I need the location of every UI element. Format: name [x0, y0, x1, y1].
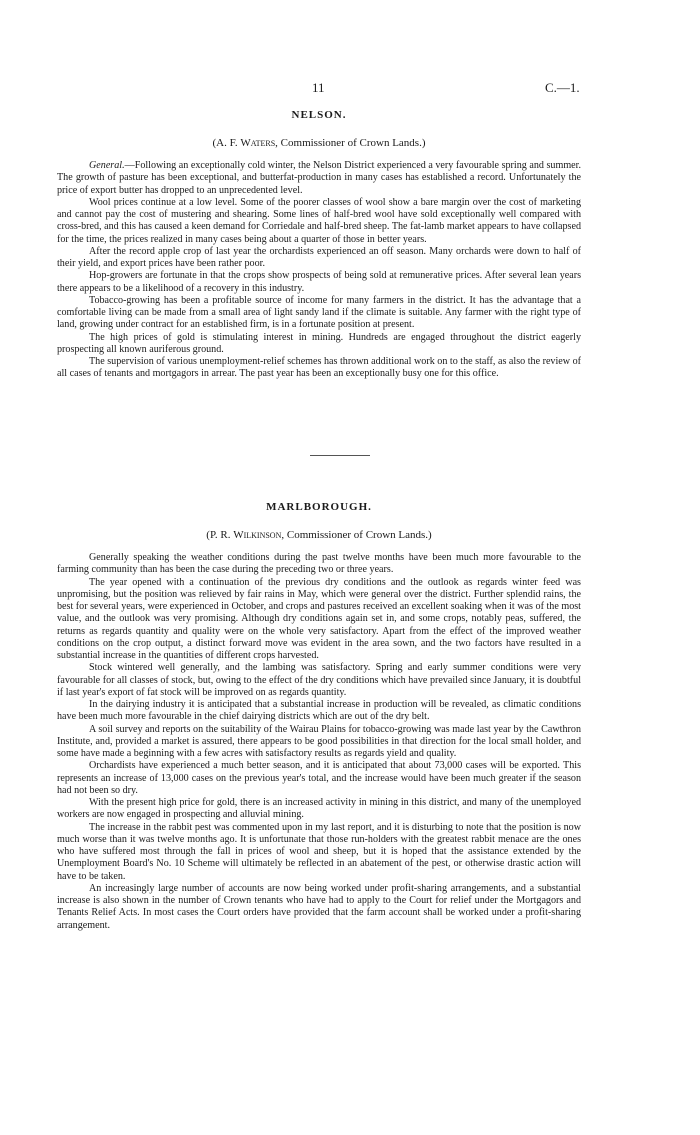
paragraph-text: Wool prices continue at a low level. Some of the poorer classes of wool show a bare margin over the cost of marketing and cannot pay the cost of mustering and shearing. Some lines of half-bred wool have sold exceptionally well compared with cross-bred, and this has caused a keen demand for Corriedale and half-bred sheep. The fat-lamb market appears to have collapsed for the time, the prices realized in many cases being about a quarter of those in better years. [57, 196, 581, 245]
paragraph [57, 246, 581, 271]
commissioner-byline [57, 136, 581, 150]
paragraph-text: The high prices of gold is stimulating interest in mining. Hundreds are engaged throughout the district eagerly prospecting all known auriferous ground. [57, 331, 581, 355]
byline-rest: , Commissioner of Crown Lands.) [281, 529, 432, 541]
paragraph [57, 197, 581, 246]
section-title: MARLBOROUGH. [266, 501, 372, 513]
paragraph [57, 662, 581, 699]
paragraph-text: The supervision of various unemployment-relief schemes has thrown additional work on to the staff, as also the review of all cases of tenants and mortgagors in arrear. The past year has been an exceptionally busy one for this office. [57, 356, 581, 380]
paragraph-text: In the dairying industry it is anticipated that a substantial increase in production will be revealed, as climatic conditions have been much more favourable in the chief dairying districts which are out of the dry belt. [57, 699, 581, 723]
paragraph-text: After the record apple crop of last year the orchardists experienced an off season. Many orchards were down to half of their yield, and export prices have been rather poor. [57, 245, 581, 269]
paragraph-text: With the present high price for gold, there is an increased activity in mining in this district, and many of the unemployed workers are now engaged in prospecting and alluvial mining. [57, 797, 581, 821]
paragraph [57, 356, 581, 381]
paragraph [57, 883, 581, 932]
marlborough-section [57, 500, 581, 932]
paragraph-text: An increasingly large number of accounts are now being worked under profit-sharing arrangements, and a substantial increase is also shown in the number of Crown tenants who have had to apply to the Court for relief under the Mortgagors and Tenants Relief Acts. In most cases the Court orders have provided that the farm account shall be worked under a profit-sharing arrangement. [57, 882, 581, 931]
nelson-section [57, 108, 581, 381]
paragraph [57, 724, 581, 761]
paragraph [57, 295, 581, 332]
paragraph [57, 797, 581, 822]
paragraph-lead: General. [89, 160, 125, 171]
paragraph-text: Orchardists have experienced a much better season, and it is anticipated that about 73,000 cases will be exported. This represents an increase of 13,000 cases on the previous year's total, and the increase would have been much greater if the season had not been so dry. [57, 760, 581, 796]
paragraph-text: Generally speaking the weather conditions during the past twelve months have been much more favourable to the farming community than has been the case during the preceding two or three years. [57, 552, 581, 576]
section-title: NELSON. [291, 109, 347, 121]
paragraph [57, 577, 581, 663]
section-body [57, 160, 581, 381]
byline-rest: , Commissioner of Crown Lands.) [275, 137, 426, 149]
paragraph [57, 160, 581, 197]
commissioner-byline [57, 528, 581, 542]
paragraph [57, 699, 581, 724]
paragraph [57, 270, 581, 295]
byline-open: (P. R. [206, 529, 234, 541]
document-reference: C.—1. [545, 80, 580, 95]
paragraph-text: —Following an exceptionally cold winter, the Nelson District experienced a very favourable spring and summer. The growth of pasture has been exceptional, and butterfat-production in many cases has established a record. Unfortunately the price of export butter has dropped to an unprecedented level. [57, 160, 581, 196]
page-number: 11 [312, 80, 325, 95]
paragraph-text: Stock wintered well generally, and the lambing was satisfactory. Spring and early summer conditions were very favourable for all classes of stock, but, owing to the effect of the dry conditions which have prevailed since January, it is doubtful if last year's export of fat stock will be improved on as regards quantity. [57, 662, 581, 698]
paragraph-text: Hop-growers are fortunate in that the crops show prospects of being sold at remunerative prices. After several lean years there appears to be a likelihood of a recovery in this industry. [57, 270, 581, 294]
paragraph-text: Tobacco-growing has been a profitable source of income for many farmers in the district. It has the advantage that a comfortable living can be made from a small area of light sandy land if the climate is suitable. Any farmer with the right type of land, growing under contract for an established firm, is in a fortunate position at present. [57, 294, 581, 331]
section-divider [310, 455, 370, 456]
paragraph-text: The increase in the rabbit pest was commented upon in my last report, and it is disturbing to note that the position is now much worse than it was twelve months ago. It is unfortunate that those run-holders with the greatest rabbit menace are the ones who have suffered most through the fall in prices of wool and sheep, but it is hoped that the assistance extended by the Unemployment Board's No. 10 Scheme will ultimately be reflected in an abatement of the pest, or otherwise drastic action will have to be taken. [57, 821, 581, 882]
paragraph [57, 822, 581, 883]
commissioner-name: Waters [240, 137, 276, 149]
page-header [0, 80, 700, 96]
paragraph [57, 332, 581, 357]
paragraph [57, 552, 581, 577]
paragraph-text: The year opened with a continuation of the previous dry conditions and the outlook as regards winter feed was unpromising, but the position was relieved by fair rains in May, which were general over the district. Further splendid rains, the best for several years, were experienced in October, and crops and pastures received an excellent soaking when it was of the most value, and the outlook was very promising. Although dry conditions again set in, and some crops, notably peas, suffered, the returns as regards quantity and quality were on the whole very satisfactory. Apart from the effect of the improved weather conditions on the crop output, a distinct forward move was evident in the area sown, and the two factors have resulted in a substantial increase in the quantities of different crops harvested. [57, 576, 581, 661]
paragraph [57, 760, 581, 797]
byline-open: (A. F. [212, 137, 241, 149]
section-body [57, 552, 581, 932]
paragraph-text: A soil survey and reports on the suitability of the Wairau Plains for tobacco-growing was made last year by the Cawthron Institute, and, provided a market is assured, there appears to be good possibilities in that direction for the local small holder, and some have made a beginning with a few acres with satisfactory results as regards yield and quality. [57, 723, 581, 759]
commissioner-name: Wilkinson [233, 529, 282, 541]
